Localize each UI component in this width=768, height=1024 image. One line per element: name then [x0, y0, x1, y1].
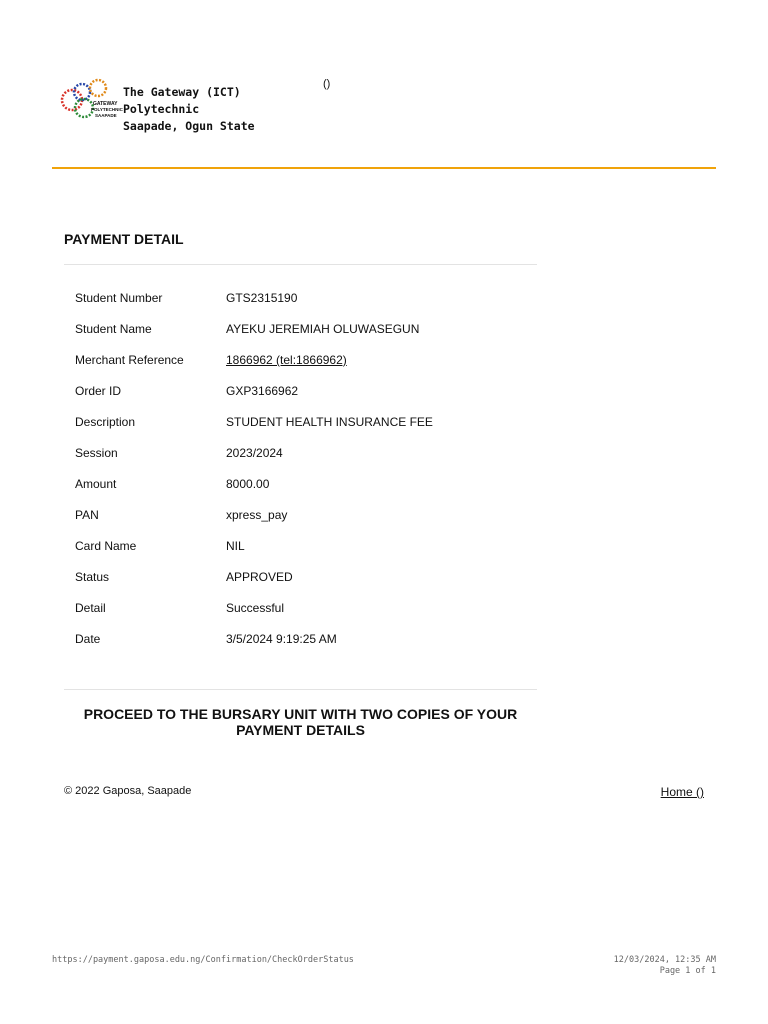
copyright-text: © 2022 Gaposa, Saapade: [64, 785, 192, 797]
detail-row-session: [75, 446, 535, 477]
detail-value: APPROVED: [226, 570, 293, 584]
section-divider: [64, 689, 537, 690]
detail-label: Order ID: [75, 384, 122, 398]
school-name: [123, 84, 255, 135]
print-url: https://payment.gaposa.edu.ng/Confirmation/CheckOrderStatus: [52, 955, 354, 965]
detail-value: STUDENT HEALTH INSURANCE FEE: [226, 415, 433, 429]
detail-row-amount: [75, 477, 535, 508]
detail-row-date: [75, 632, 535, 663]
detail-value: AYEKU JEREMIAH OLUWASEGUN: [226, 322, 420, 336]
detail-row-order-id: [75, 384, 535, 415]
logo-text-line: SAAPADE: [95, 113, 117, 118]
detail-value: GXP3166962: [226, 384, 299, 398]
gateway-polytechnic-logo: [60, 78, 123, 124]
detail-row-student-name: [75, 322, 535, 353]
header-link[interactable]: (): [323, 78, 331, 90]
detail-row-description: [75, 415, 535, 446]
page-title: PAYMENT DETAIL: [64, 231, 184, 247]
detail-label: Status: [75, 570, 110, 584]
bursary-notice-line: PAYMENT DETAILS: [236, 722, 365, 738]
section-divider: [64, 264, 537, 265]
detail-value: 3/5/2024 9:19:25 AM: [226, 632, 337, 646]
detail-label: Student Number: [75, 291, 163, 305]
detail-label: Session: [75, 446, 118, 460]
home-link[interactable]: Home (): [660, 785, 704, 799]
header-divider: [52, 167, 716, 169]
detail-value: 8000.00: [226, 477, 270, 491]
detail-value: GTS2315190: [226, 291, 298, 305]
detail-label: Merchant Reference: [75, 353, 184, 367]
detail-row-student-number: [75, 291, 535, 322]
print-info: [614, 955, 716, 977]
detail-label: Detail: [75, 601, 106, 615]
merchant-reference-link[interactable]: 1866962 (tel:1866962): [226, 353, 347, 367]
detail-value: xpress_pay: [226, 508, 288, 522]
school-name-line: Polytechnic: [123, 102, 200, 116]
school-name-line: The Gateway (ICT): [123, 85, 241, 99]
print-datetime: 12/03/2024, 12:35 AM: [613, 955, 716, 965]
detail-label: Date: [75, 632, 101, 646]
page-number: Page 1 of 1: [659, 966, 716, 976]
detail-label: PAN: [75, 508, 99, 522]
detail-label: Description: [75, 415, 136, 429]
detail-value: NIL: [226, 539, 245, 553]
bursary-notice-line: PROCEED TO THE BURSARY UNIT WITH TWO COPIES OF YOUR: [83, 706, 518, 722]
detail-row-pan: [75, 508, 535, 539]
detail-label: Card Name: [75, 539, 137, 553]
detail-row-status: [75, 570, 535, 601]
detail-label: Amount: [75, 477, 117, 491]
logo-text-line: POLYTECHNIC: [91, 107, 123, 112]
detail-value: 2023/2024: [226, 446, 283, 460]
detail-row-card-name: [75, 539, 535, 570]
detail-value: Successful: [226, 601, 285, 615]
detail-row-detail: [75, 601, 535, 632]
detail-label: Student Name: [75, 322, 152, 336]
school-address: Saapade, Ogun State: [123, 119, 255, 133]
bursary-notice: [64, 706, 537, 738]
detail-row-merchant-reference: [75, 353, 535, 384]
logo-text-line: GATEWAY: [93, 101, 118, 107]
detail-value: [226, 353, 347, 384]
payment-details-table: [75, 291, 535, 663]
